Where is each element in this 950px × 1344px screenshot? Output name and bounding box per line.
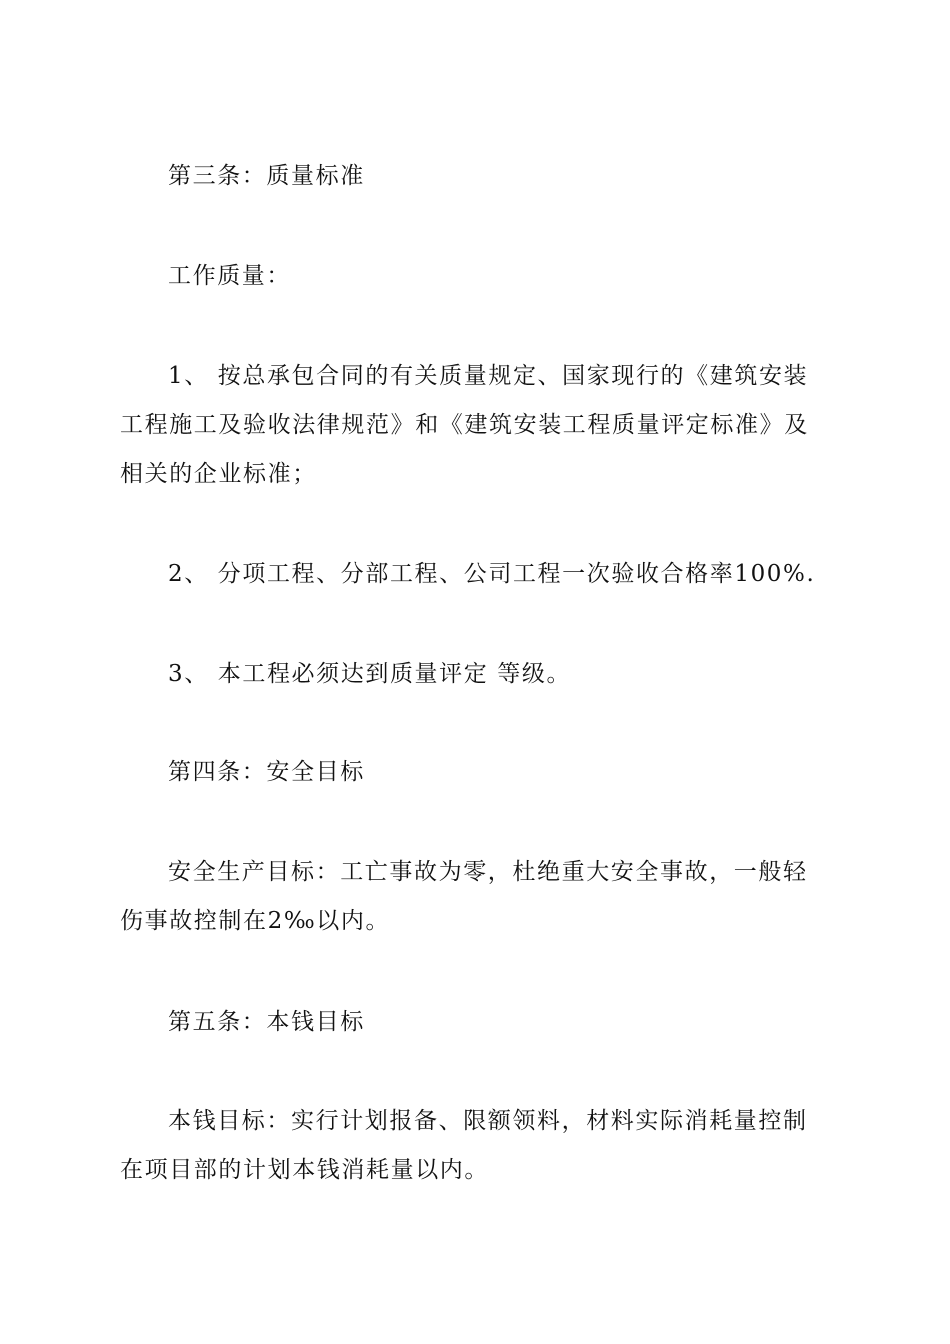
article-3-heading: 第三条：质量标准: [168, 163, 365, 189]
quality-item-3: 3、 本工程必须达到质量评定 等级。: [168, 661, 572, 687]
article-5-heading: 第五条：本钱目标: [168, 1009, 365, 1035]
article-4-heading: 第四条：安全目标: [168, 759, 365, 785]
cost-target-text: 本钱目标：实行计划报备、限额领料，材料实际消耗量控制在项目部的计划本钱消耗量以内。: [120, 1108, 808, 1183]
safety-target-text: 安全生产目标：工亡事故为零，杜绝重大安全事故，一般轻伤事故控制在2‰以内。: [120, 859, 808, 934]
quality-item-2: 2、 分项工程、分部工程、公司工程一次验收合格率100%.: [168, 561, 816, 587]
quality-item-1: 1、 按总承包合同的有关质量规定、国家现行的《建筑安装工程施工及验收法律规范》和《建筑安装工程质量评定标准》及相关的企业标准；: [120, 363, 809, 487]
work-quality-heading: 工作质量：: [168, 263, 291, 289]
